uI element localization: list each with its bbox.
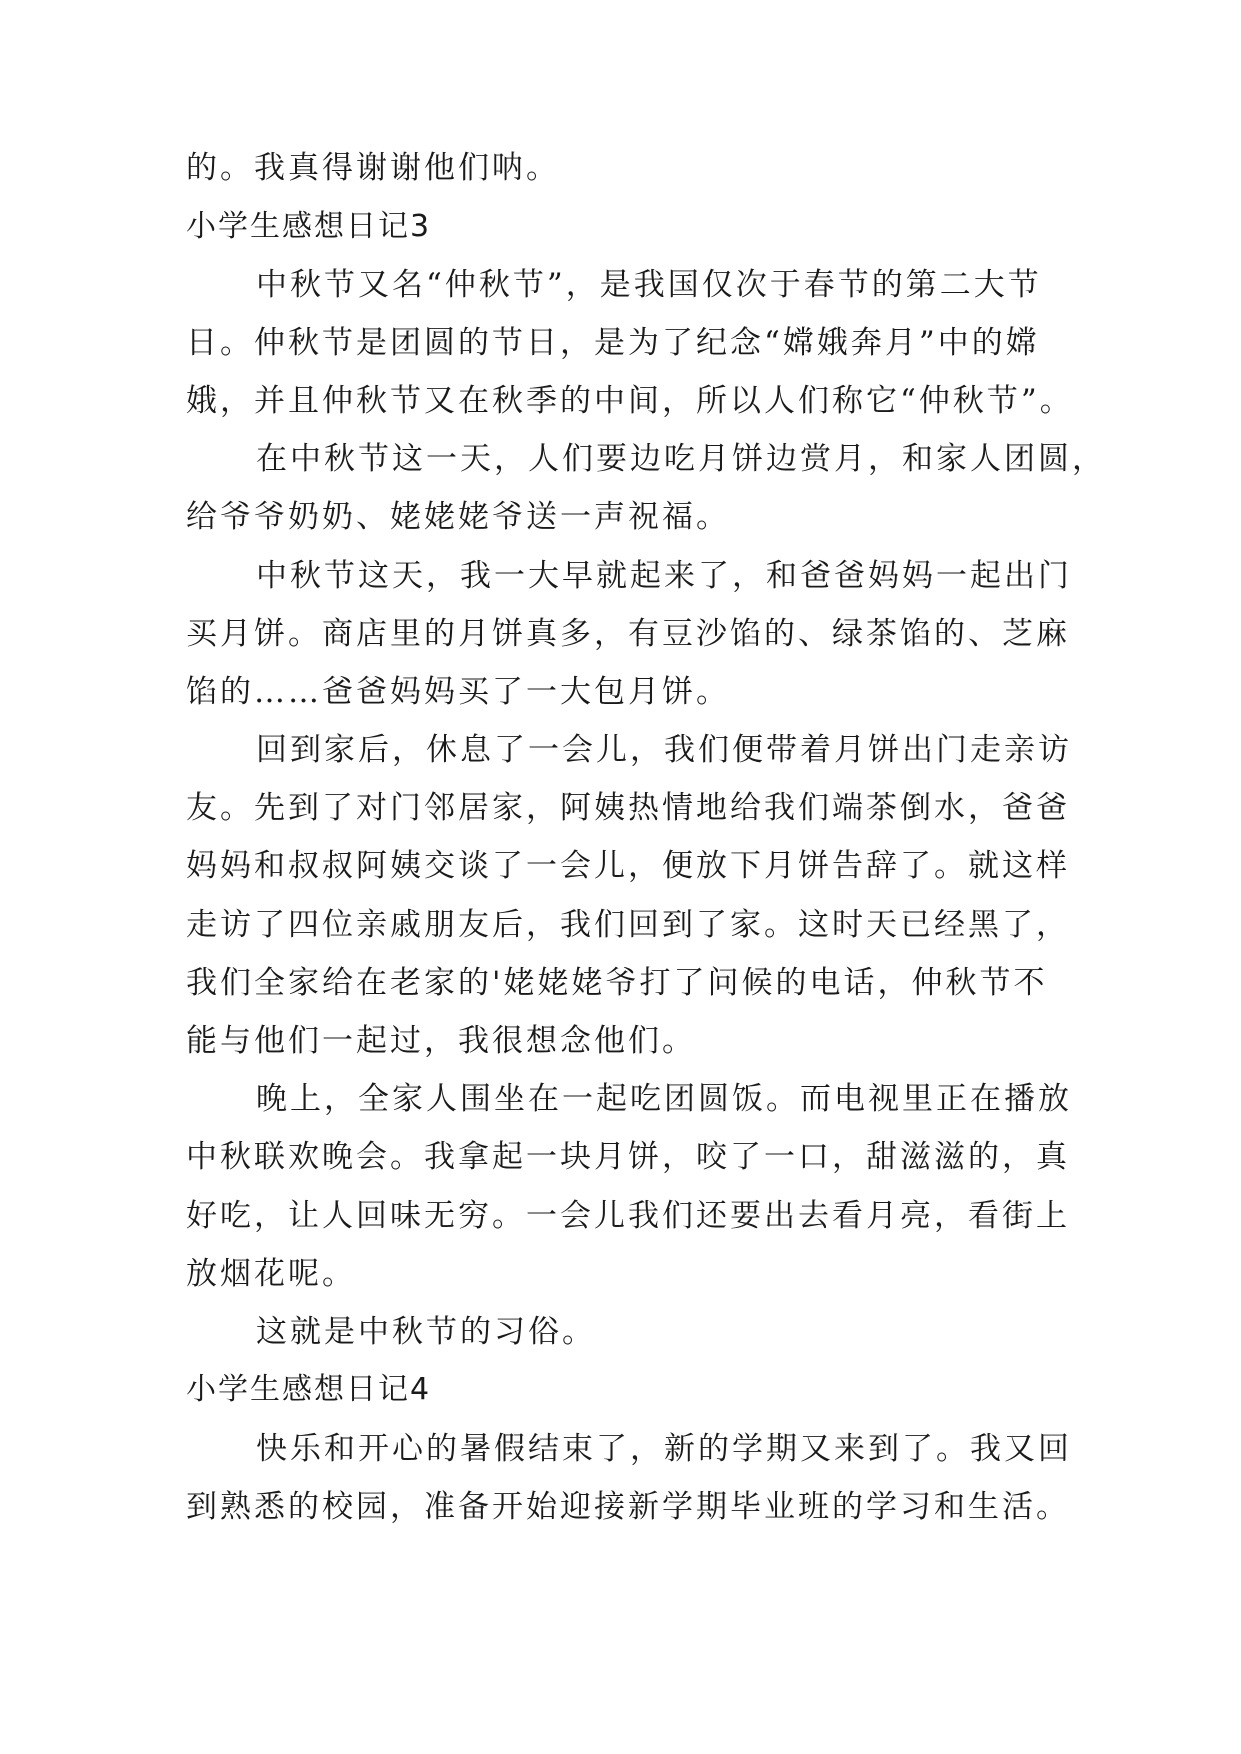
text-line: 回到家后，休息了一会儿，我们便带着月饼出门走亲访 xyxy=(256,732,1072,768)
text-line: 快乐和开心的暑假结束了，新的学期又来到了。我又回 xyxy=(256,1431,1072,1467)
text-line: 到熟悉的校园，准备开始迎接新学期毕业班的学习和生活。 xyxy=(186,1489,1070,1525)
text-line: 买月饼。商店里的月饼真多，有豆沙馅的、绿茶馅的、芝麻 xyxy=(186,616,1070,652)
text-line: 中秋联欢晚会。我拿起一块月饼，咬了一口，甜滋滋的，真 xyxy=(186,1139,1070,1175)
text-line: 走访了四位亲戚朋友后，我们回到了家。这时天已经黑了， xyxy=(186,907,1070,943)
text-line: 好吃，让人回味无穷。一会儿我们还要出去看月亮，看街上 xyxy=(186,1198,1070,1234)
section-heading: 小学生感想日记4 xyxy=(186,1372,432,1407)
text-line: 中秋节这天，我一大早就起来了，和爸爸妈妈一起出门 xyxy=(256,558,1072,594)
section-heading: 小学生感想日记3 xyxy=(186,209,432,244)
text-line: 友。先到了对门邻居家，阿姨热情地给我们端茶倒水，爸爸 xyxy=(186,790,1070,826)
text-line: 娥，并且仲秋节又在秋季的中间，所以人们称它“仲秋节”。 xyxy=(186,383,1074,419)
text-line: 的。我真得谢谢他们呐。 xyxy=(186,150,560,186)
text-line: 这就是中秋节的习俗。 xyxy=(256,1314,596,1350)
text-line: 中秋节又名“仲秋节”，是我国仅次于春节的第二大节 xyxy=(256,267,1042,303)
text-line: 放烟花呢。 xyxy=(186,1256,356,1292)
text-line: 在中秋节这一天，人们要边吃月饼边赏月，和家人团圆， xyxy=(256,441,1106,477)
text-line: 我们全家给在老家的'姥姥姥爷打了问候的电话，仲秋节不 xyxy=(186,965,1048,1001)
text-line: 馅的……爸爸妈妈买了一大包月饼。 xyxy=(186,674,730,710)
text-line: 晚上，全家人围坐在一起吃团圆饭。而电视里正在播放 xyxy=(256,1081,1072,1117)
text-line: 日。仲秋节是团圆的节日，是为了纪念“嫦娥奔月”中的嫦 xyxy=(186,325,1040,361)
text-line: 能与他们一起过，我很想念他们。 xyxy=(186,1023,696,1059)
text-line: 妈妈和叔叔阿姨交谈了一会儿，便放下月饼告辞了。就这样 xyxy=(186,848,1070,884)
text-line: 给爷爷奶奶、姥姥姥爷送一声祝福。 xyxy=(186,499,730,535)
